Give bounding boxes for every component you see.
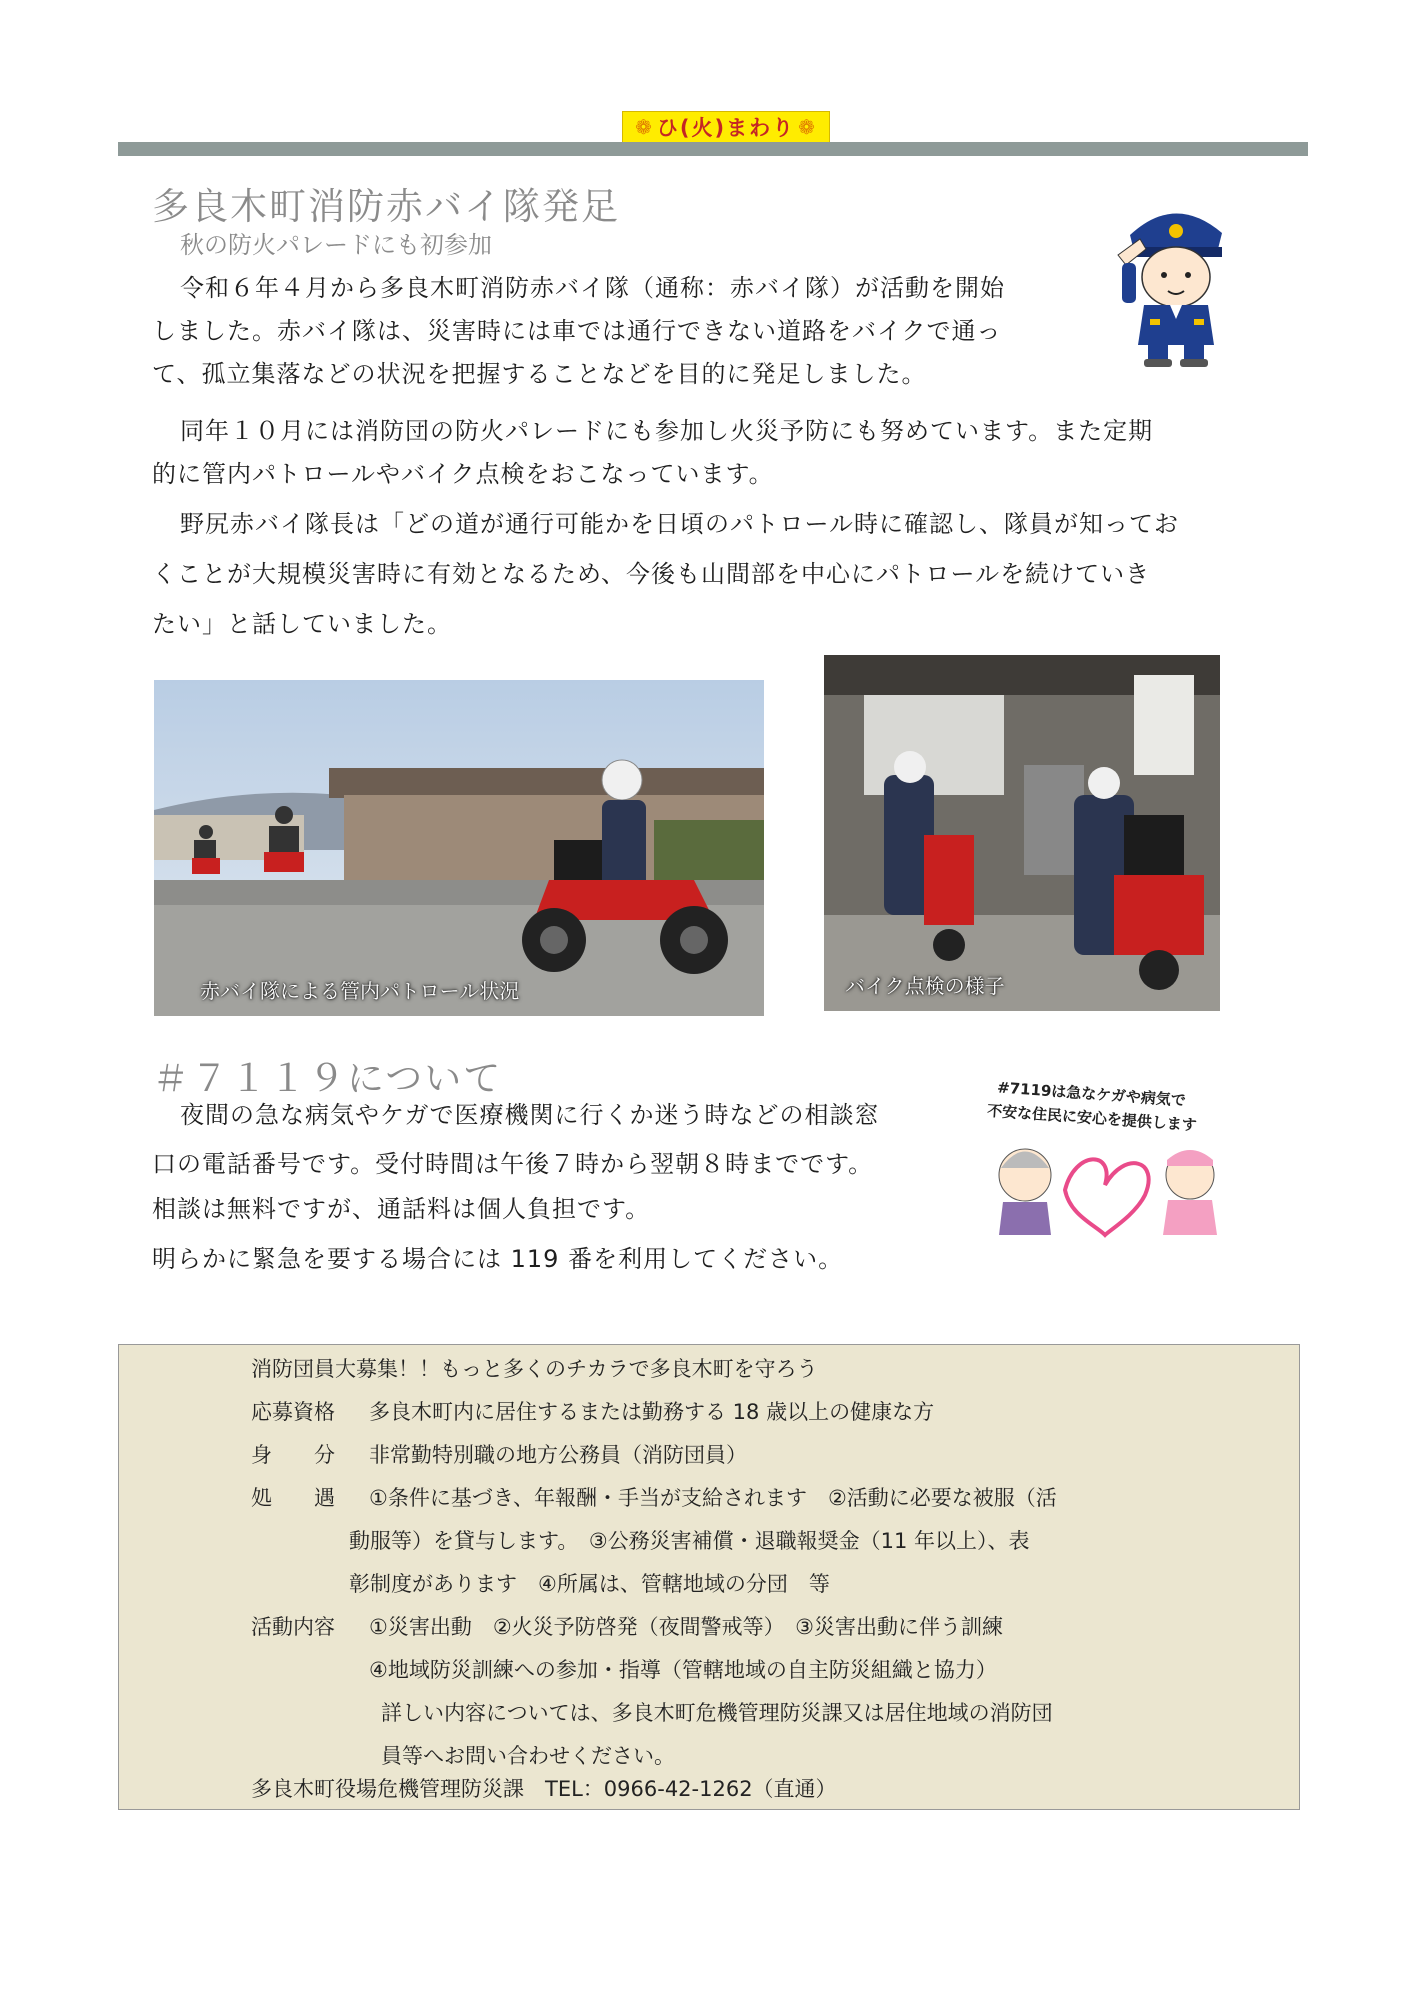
article1-line-8: たい」と話していました。 bbox=[152, 610, 452, 638]
status-value: 非常勤特別職の地方公務員（消防団員） bbox=[369, 1443, 747, 1467]
recruit-qualification-row bbox=[251, 1396, 934, 1426]
article1-line-4: 同年１０月には消防団の防火パレードにも参加し火災予防にも努めています。また定期 bbox=[180, 417, 1154, 445]
article2-line-1: 夜間の急な病気やケガで医療機関に行くか迷う時などの相談窓 bbox=[180, 1101, 880, 1129]
recruit-activity-row bbox=[251, 1611, 1003, 1641]
activity-line-1: ①災害出動 ②火災予防啓発（夜間警戒等） ③災害出動に伴う訓練 bbox=[369, 1615, 1003, 1639]
treatment-line-2: 動服等）を貸与します。 ③公務災害補償・退職報奨金（11 年以上）、表 bbox=[349, 1529, 1030, 1553]
treatment-line-3: 彰制度があります ④所属は、管轄地域の分団 等 bbox=[349, 1572, 830, 1596]
7119-illustration-text-2: 不安な住民に安心を提供します bbox=[986, 1101, 1198, 1135]
treatment-label: 処 遇 bbox=[251, 1486, 335, 1510]
header-title: ひ(火)まわり bbox=[656, 116, 796, 140]
7119-illustration bbox=[985, 1075, 1230, 1240]
inspection-photo-caption: バイク点検の様子 bbox=[845, 974, 1005, 998]
recruit-headline: 消防団員大募集！！もっと多くのチカラで多良木町を守ろう bbox=[251, 1357, 818, 1381]
qualification-value: 多良木町内に居住するまたは勤務する 18 歳以上の健康な方 bbox=[369, 1400, 935, 1424]
article2-line-2: 口の電話番号です。受付時間は午後７時から翌朝８時までです。 bbox=[152, 1150, 874, 1178]
article1-line-6: 野尻赤バイ隊長は「どの道が通行可能かを日頃のパトロール時に確認し、隊員が知ってお bbox=[180, 510, 1180, 538]
flower-icon: ❁ bbox=[635, 115, 654, 139]
recruit-note-1: 詳しい内容については、多良木町危機管理防災課又は居住地域の消防団 bbox=[381, 1701, 1053, 1725]
inspection-photo bbox=[824, 655, 1220, 1011]
article1-line-7: くことが大規模災害時に有効となるため、今後も山間部を中心にパトロールを続けていき bbox=[152, 560, 1151, 588]
article2-title: ＃７１１９について bbox=[152, 1057, 503, 1100]
firefighter-mascot-icon bbox=[1110, 193, 1240, 373]
qualification-label: 応募資格 bbox=[251, 1400, 335, 1424]
status-label: 身 分 bbox=[251, 1443, 335, 1467]
article1-line-3: て、孤立集落などの状況を把握することなどを目的に発足しました。 bbox=[152, 360, 927, 388]
recruit-note-2: 員等へお問い合わせください。 bbox=[381, 1744, 675, 1768]
article2-line-3: 相談は無料ですが、通話料は個人負担です。 bbox=[152, 1195, 651, 1223]
article2-line-4: 明らかに緊急を要する場合には 119 番を利用してください。 bbox=[152, 1245, 844, 1273]
activity-line-2: ④地域防災訓練への参加・指導（管轄地域の自主防災組織と協力） bbox=[369, 1658, 997, 1682]
patrol-photo-caption: 赤バイ隊による管内パトロール状況 bbox=[200, 979, 520, 1003]
recruitment-box bbox=[118, 1344, 1300, 1810]
7119-illustration-text-1: #7119は急なケガや病気で bbox=[996, 1078, 1187, 1110]
recruit-status-row bbox=[251, 1439, 747, 1469]
article1-line-5: 的に管内パトロールやバイク点検をおこなっています。 bbox=[152, 460, 774, 488]
article1-line-2: しました。赤バイ隊は、災害時には車では通行できない道路をバイクで通っ bbox=[152, 317, 1002, 345]
header-title-badge bbox=[622, 111, 830, 143]
patrol-photo bbox=[154, 680, 764, 1016]
recruit-contact: 多良木町役場危機管理防災課 TEL：0966-42-1262（直通） bbox=[251, 1777, 837, 1801]
article1-line-1: 令和６年４月から多良木町消防赤バイ隊（通称：赤バイ隊）が活動を開始 bbox=[180, 274, 1005, 302]
article1-title: 多良木町消防赤バイ隊発足 bbox=[152, 185, 620, 228]
header-divider bbox=[118, 142, 1308, 156]
article1-subtitle: 秋の防火パレードにも初参加 bbox=[180, 231, 492, 259]
recruit-treatment-row bbox=[251, 1482, 1057, 1512]
treatment-line-1: ①条件に基づき、年報酬・手当が支給されます ②活動に必要な被服（活 bbox=[369, 1486, 1057, 1510]
flower-icon: ❁ bbox=[798, 115, 817, 139]
activity-label: 活動内容 bbox=[251, 1615, 335, 1639]
